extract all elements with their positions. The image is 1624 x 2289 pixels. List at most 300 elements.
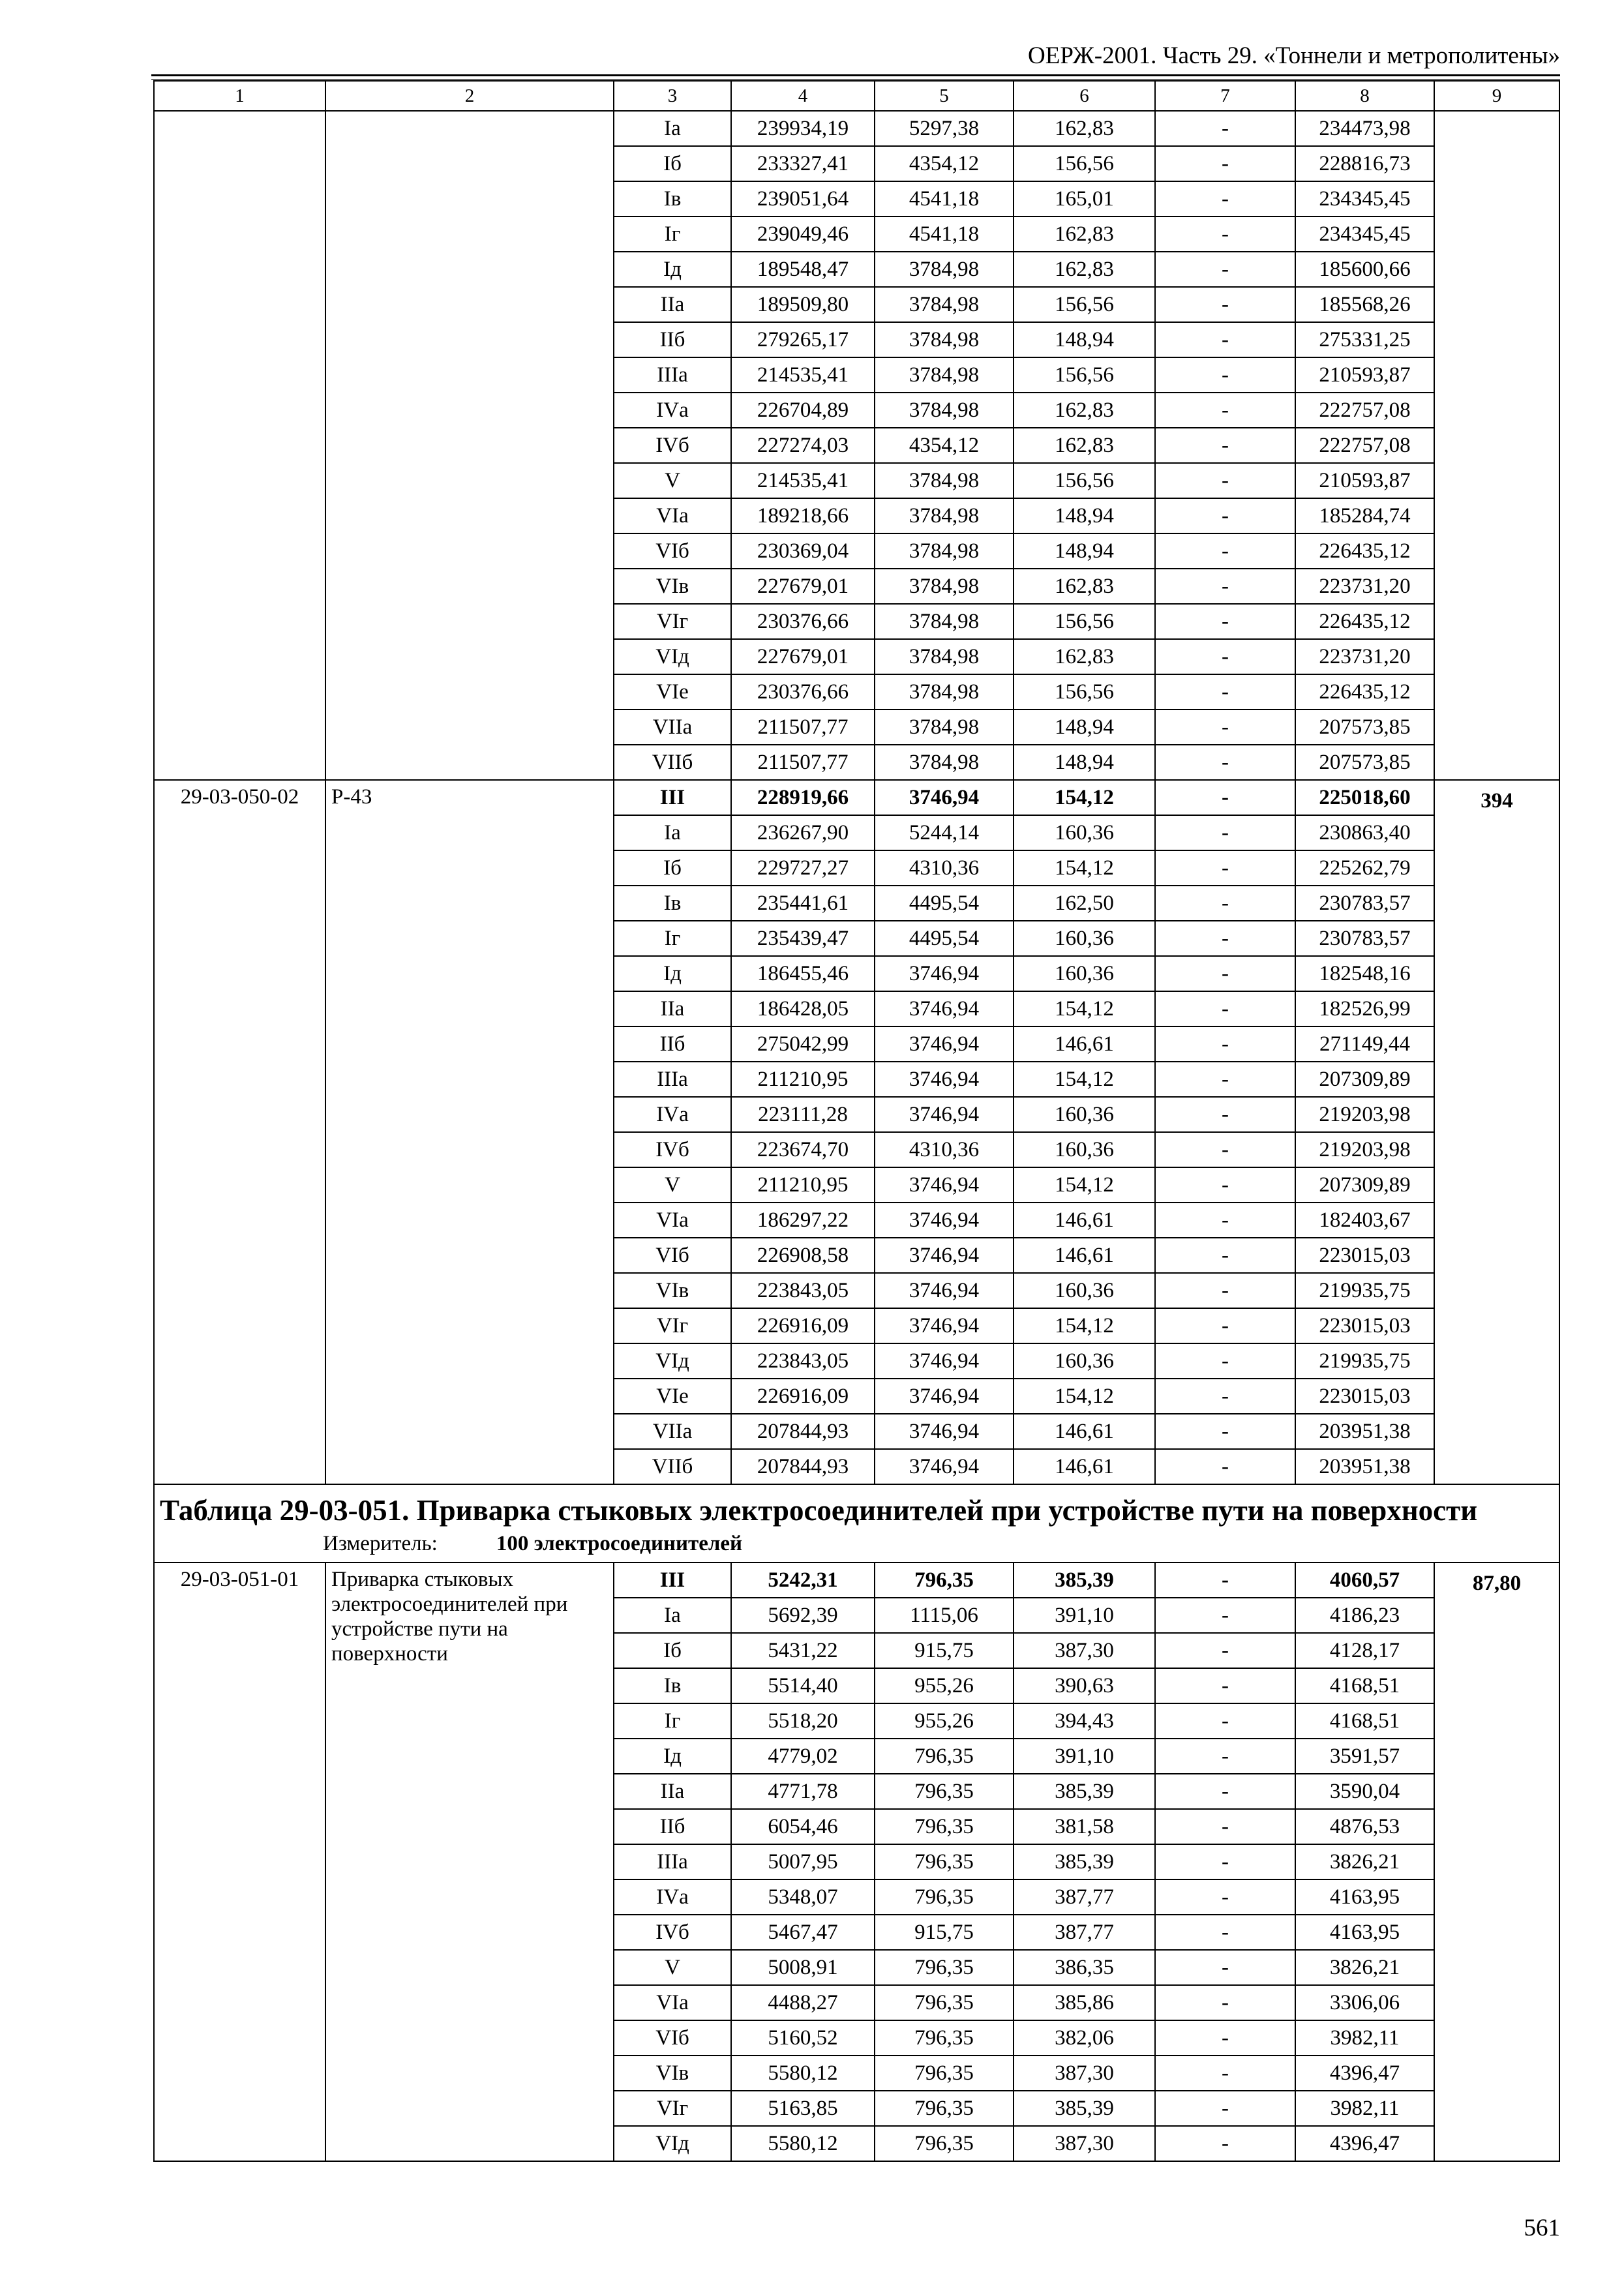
item-name [325, 111, 614, 780]
total-cost: 223843,05 [731, 1273, 875, 1308]
machine-cost: 154,12 [1014, 1308, 1155, 1343]
materials: 219203,98 [1295, 1132, 1434, 1167]
material-extra: - [1155, 1844, 1295, 1879]
machine-cost: 387,77 [1014, 1915, 1155, 1950]
measure-value: 100 электросоединителей [496, 1532, 743, 1555]
material-extra: - [1155, 1703, 1295, 1739]
zone-code: V [614, 463, 731, 498]
zone-code: VIб [614, 1238, 731, 1273]
machine-cost: 160,36 [1014, 1343, 1155, 1379]
wages: 3784,98 [875, 322, 1014, 357]
machine-cost: 162,83 [1014, 393, 1155, 428]
wages: 796,35 [875, 1563, 1014, 1598]
total-cost: 214535,41 [731, 357, 875, 393]
material-extra: - [1155, 886, 1295, 921]
page-number: 561 [1524, 2215, 1560, 2241]
labor-cost [1434, 111, 1559, 780]
zone-code: VIе [614, 1379, 731, 1414]
materials: 228816,73 [1295, 146, 1434, 181]
zone-code: Iб [614, 1633, 731, 1668]
total-cost: 228919,66 [731, 780, 875, 815]
wages: 3746,94 [875, 1167, 1014, 1203]
material-extra: - [1155, 1774, 1295, 1809]
wages: 955,26 [875, 1703, 1014, 1739]
column-number: 5 [875, 81, 1014, 111]
total-cost: 214535,41 [731, 463, 875, 498]
machine-cost: 390,63 [1014, 1668, 1155, 1703]
wages: 915,75 [875, 1633, 1014, 1668]
materials: 3306,06 [1295, 1985, 1434, 2020]
running-header: ОЕРЖ-2001. Часть 29. «Тоннели и метрополитены» [1028, 42, 1560, 69]
total-cost: 227679,01 [731, 569, 875, 604]
materials: 182548,16 [1295, 956, 1434, 991]
total-cost: 5431,22 [731, 1633, 875, 1668]
material-extra: - [1155, 111, 1295, 146]
zone-code: Iг [614, 217, 731, 252]
materials: 3826,21 [1295, 1844, 1434, 1879]
material-extra: - [1155, 1273, 1295, 1308]
material-extra: - [1155, 1238, 1295, 1273]
column-number: 8 [1295, 81, 1434, 111]
wages: 4541,18 [875, 217, 1014, 252]
materials: 185600,66 [1295, 252, 1434, 287]
machine-cost: 154,12 [1014, 1167, 1155, 1203]
material-extra: - [1155, 1563, 1295, 1598]
wages: 5244,14 [875, 815, 1014, 850]
wages: 3784,98 [875, 498, 1014, 533]
wages: 4310,36 [875, 850, 1014, 886]
machine-cost: 391,10 [1014, 1598, 1155, 1633]
zone-code: VIIб [614, 1449, 731, 1484]
zone-code: Iд [614, 956, 731, 991]
wages: 3784,98 [875, 745, 1014, 780]
total-cost: 5467,47 [731, 1915, 875, 1950]
material-extra: - [1155, 815, 1295, 850]
total-cost: 233327,41 [731, 146, 875, 181]
zone-code: Iг [614, 1703, 731, 1739]
machine-cost: 162,83 [1014, 639, 1155, 674]
materials: 223015,03 [1295, 1238, 1434, 1273]
total-cost: 226704,89 [731, 393, 875, 428]
zone-code: VIд [614, 2126, 731, 2161]
zone-code: Iв [614, 886, 731, 921]
machine-cost: 154,12 [1014, 991, 1155, 1026]
zone-code: Iд [614, 1739, 731, 1774]
materials: 3982,11 [1295, 2091, 1434, 2126]
materials: 4163,95 [1295, 1915, 1434, 1950]
material-extra: - [1155, 710, 1295, 745]
total-cost: 239934,19 [731, 111, 875, 146]
wages: 796,35 [875, 1844, 1014, 1879]
total-cost: 5580,12 [731, 2126, 875, 2161]
zone-code: IVа [614, 1879, 731, 1915]
materials: 3826,21 [1295, 1950, 1434, 1985]
total-cost: 207844,93 [731, 1449, 875, 1484]
material-extra: - [1155, 745, 1295, 780]
column-number: 6 [1014, 81, 1155, 111]
wages: 796,35 [875, 2020, 1014, 2056]
header-rule-thin [151, 79, 1560, 80]
materials: 3591,57 [1295, 1739, 1434, 1774]
materials: 182403,67 [1295, 1203, 1434, 1238]
machine-cost: 386,35 [1014, 1950, 1155, 1985]
machine-cost: 156,56 [1014, 287, 1155, 322]
zone-code: IVа [614, 393, 731, 428]
total-cost: 207844,93 [731, 1414, 875, 1449]
materials: 222757,08 [1295, 393, 1434, 428]
machine-cost: 385,39 [1014, 1774, 1155, 1809]
material-extra: - [1155, 287, 1295, 322]
machine-cost: 148,94 [1014, 533, 1155, 569]
wages: 796,35 [875, 2091, 1014, 2126]
total-cost: 226916,09 [731, 1379, 875, 1414]
material-extra: - [1155, 674, 1295, 710]
table-row [154, 780, 1559, 815]
wages: 3784,98 [875, 463, 1014, 498]
wages: 955,26 [875, 1668, 1014, 1703]
material-extra: - [1155, 498, 1295, 533]
wages: 4495,54 [875, 886, 1014, 921]
machine-cost: 162,50 [1014, 886, 1155, 921]
total-cost: 239049,46 [731, 217, 875, 252]
labor-cost: 394 [1434, 780, 1559, 1484]
wages: 3784,98 [875, 710, 1014, 745]
zone-code: Iв [614, 1668, 731, 1703]
zone-code: IVб [614, 428, 731, 463]
total-cost: 239051,64 [731, 181, 875, 217]
wages: 1115,06 [875, 1598, 1014, 1633]
material-extra: - [1155, 569, 1295, 604]
zone-code: V [614, 1950, 731, 1985]
wages: 3746,94 [875, 1097, 1014, 1132]
material-extra: - [1155, 1915, 1295, 1950]
price-table [153, 80, 1560, 2162]
materials: 4128,17 [1295, 1633, 1434, 1668]
materials: 234345,45 [1295, 217, 1434, 252]
zone-code: VIд [614, 1343, 731, 1379]
materials: 207573,85 [1295, 745, 1434, 780]
materials: 219203,98 [1295, 1097, 1434, 1132]
machine-cost: 385,39 [1014, 1844, 1155, 1879]
machine-cost: 387,77 [1014, 1879, 1155, 1915]
total-cost: 211210,95 [731, 1062, 875, 1097]
wages: 3746,94 [875, 991, 1014, 1026]
machine-cost: 146,61 [1014, 1414, 1155, 1449]
table-row [154, 111, 1559, 146]
material-extra: - [1155, 956, 1295, 991]
total-cost: 230369,04 [731, 533, 875, 569]
wages: 5297,38 [875, 111, 1014, 146]
wages: 3746,94 [875, 1343, 1014, 1379]
column-number: 3 [614, 81, 731, 111]
machine-cost: 156,56 [1014, 146, 1155, 181]
wages: 3784,98 [875, 604, 1014, 639]
machine-cost: 160,36 [1014, 1273, 1155, 1308]
zone-code: IIб [614, 1026, 731, 1062]
materials: 207573,85 [1295, 710, 1434, 745]
total-cost: 226908,58 [731, 1238, 875, 1273]
zone-code: IIIа [614, 357, 731, 393]
material-extra: - [1155, 2056, 1295, 2091]
material-extra: - [1155, 1414, 1295, 1449]
material-extra: - [1155, 217, 1295, 252]
zone-code: VIг [614, 1308, 731, 1343]
materials: 234345,45 [1295, 181, 1434, 217]
total-cost: 235441,61 [731, 886, 875, 921]
item-code [154, 111, 325, 780]
material-extra: - [1155, 2020, 1295, 2056]
machine-cost: 162,83 [1014, 217, 1155, 252]
total-cost: 5007,95 [731, 1844, 875, 1879]
material-extra: - [1155, 428, 1295, 463]
machine-cost: 154,12 [1014, 850, 1155, 886]
materials: 223731,20 [1295, 569, 1434, 604]
material-extra: - [1155, 921, 1295, 956]
machine-cost: 156,56 [1014, 357, 1155, 393]
wages: 796,35 [875, 1809, 1014, 1844]
column-number: 7 [1155, 81, 1295, 111]
material-extra: - [1155, 1343, 1295, 1379]
materials: 225262,79 [1295, 850, 1434, 886]
zone-code: Iа [614, 815, 731, 850]
materials: 4163,95 [1295, 1879, 1434, 1915]
column-number: 1 [154, 81, 325, 111]
machine-cost: 165,01 [1014, 181, 1155, 217]
total-cost: 230376,66 [731, 604, 875, 639]
total-cost: 189218,66 [731, 498, 875, 533]
total-cost: 5160,52 [731, 2020, 875, 2056]
wages: 3784,98 [875, 533, 1014, 569]
machine-cost: 391,10 [1014, 1739, 1155, 1774]
materials: 4396,47 [1295, 2126, 1434, 2161]
material-extra: - [1155, 1668, 1295, 1703]
zone-code: Iд [614, 252, 731, 287]
total-cost: 235439,47 [731, 921, 875, 956]
zone-code: VIг [614, 604, 731, 639]
wages: 3746,94 [875, 1308, 1014, 1343]
materials: 4168,51 [1295, 1703, 1434, 1739]
wages: 3784,98 [875, 674, 1014, 710]
materials: 271149,44 [1295, 1026, 1434, 1062]
machine-cost: 160,36 [1014, 921, 1155, 956]
item-code: 29-03-051-01 [154, 1563, 325, 2161]
column-number: 9 [1434, 81, 1559, 111]
wages: 3746,94 [875, 1449, 1014, 1484]
machine-cost: 154,12 [1014, 780, 1155, 815]
machine-cost: 148,94 [1014, 745, 1155, 780]
machine-cost: 160,36 [1014, 1132, 1155, 1167]
material-extra: - [1155, 1379, 1295, 1414]
machine-cost: 385,39 [1014, 1563, 1155, 1598]
total-cost: 5163,85 [731, 2091, 875, 2126]
zone-code: IVб [614, 1132, 731, 1167]
wages: 4354,12 [875, 428, 1014, 463]
wages: 3746,94 [875, 1238, 1014, 1273]
materials: 275331,25 [1295, 322, 1434, 357]
column-number: 2 [325, 81, 614, 111]
machine-cost: 148,94 [1014, 322, 1155, 357]
wages: 3784,98 [875, 357, 1014, 393]
zone-code: IIIа [614, 1844, 731, 1879]
zone-code: Iа [614, 1598, 731, 1633]
machine-cost: 156,56 [1014, 463, 1155, 498]
material-extra: - [1155, 1449, 1295, 1484]
table-caption-row [154, 1484, 1559, 1563]
zone-code: VIIа [614, 710, 731, 745]
materials: 4876,53 [1295, 1809, 1434, 1844]
material-extra: - [1155, 146, 1295, 181]
zone-code: Iг [614, 921, 731, 956]
materials: 210593,87 [1295, 357, 1434, 393]
total-cost: 223843,05 [731, 1343, 875, 1379]
zone-code: IIа [614, 287, 731, 322]
wages: 796,35 [875, 1879, 1014, 1915]
materials: 3590,04 [1295, 1774, 1434, 1809]
zone-code: IVа [614, 1097, 731, 1132]
machine-cost: 382,06 [1014, 2020, 1155, 2056]
wages: 3746,94 [875, 780, 1014, 815]
machine-cost: 162,83 [1014, 111, 1155, 146]
measure-unit [160, 1529, 1554, 1558]
zone-code: Iб [614, 146, 731, 181]
wages: 3746,94 [875, 1026, 1014, 1062]
total-cost: 226916,09 [731, 1308, 875, 1343]
total-cost: 211210,95 [731, 1167, 875, 1203]
wages: 3746,94 [875, 1414, 1014, 1449]
zone-code: IVб [614, 1915, 731, 1950]
machine-cost: 148,94 [1014, 710, 1155, 745]
materials: 4396,47 [1295, 2056, 1434, 2091]
wages: 796,35 [875, 2056, 1014, 2091]
wages: 796,35 [875, 1774, 1014, 1809]
zone-code: III [614, 1563, 731, 1598]
zone-code: VIв [614, 2056, 731, 2091]
materials: 225018,60 [1295, 780, 1434, 815]
machine-cost: 154,12 [1014, 1379, 1155, 1414]
machine-cost: 156,56 [1014, 674, 1155, 710]
wages: 796,35 [875, 2126, 1014, 2161]
wages: 4310,36 [875, 1132, 1014, 1167]
zone-code: VIв [614, 569, 731, 604]
zone-code: VIд [614, 639, 731, 674]
wages: 4495,54 [875, 921, 1014, 956]
total-cost: 5580,12 [731, 2056, 875, 2091]
machine-cost: 154,12 [1014, 1062, 1155, 1097]
zone-code: VIб [614, 2020, 731, 2056]
wages: 3746,94 [875, 1273, 1014, 1308]
machine-cost: 394,43 [1014, 1703, 1155, 1739]
zone-code: VIе [614, 674, 731, 710]
materials: 222757,08 [1295, 428, 1434, 463]
table-row [154, 1563, 1559, 1598]
wages: 796,35 [875, 1950, 1014, 1985]
materials: 185284,74 [1295, 498, 1434, 533]
machine-cost: 162,83 [1014, 569, 1155, 604]
machine-cost: 385,86 [1014, 1985, 1155, 2020]
total-cost: 227274,03 [731, 428, 875, 463]
material-extra: - [1155, 1809, 1295, 1844]
material-extra: - [1155, 1879, 1295, 1915]
zone-code: IIб [614, 322, 731, 357]
material-extra: - [1155, 181, 1295, 217]
material-extra: - [1155, 1026, 1295, 1062]
zone-code: VIб [614, 533, 731, 569]
machine-cost: 160,36 [1014, 956, 1155, 991]
machine-cost: 146,61 [1014, 1238, 1155, 1273]
labor-cost: 87,80 [1434, 1563, 1559, 2161]
material-extra: - [1155, 1132, 1295, 1167]
total-cost: 211507,77 [731, 710, 875, 745]
material-extra: - [1155, 322, 1295, 357]
material-extra: - [1155, 1598, 1295, 1633]
machine-cost: 146,61 [1014, 1026, 1155, 1062]
total-cost: 230376,66 [731, 674, 875, 710]
zone-code: VIг [614, 2091, 731, 2126]
total-cost: 5242,31 [731, 1563, 875, 1598]
zone-code: IIIа [614, 1062, 731, 1097]
total-cost: 189509,80 [731, 287, 875, 322]
machine-cost: 162,83 [1014, 428, 1155, 463]
total-cost: 211507,77 [731, 745, 875, 780]
wages: 3784,98 [875, 639, 1014, 674]
wages: 3784,98 [875, 393, 1014, 428]
material-extra: - [1155, 1985, 1295, 2020]
machine-cost: 387,30 [1014, 1633, 1155, 1668]
machine-cost: 146,61 [1014, 1203, 1155, 1238]
machine-cost: 146,61 [1014, 1449, 1155, 1484]
total-cost: 189548,47 [731, 252, 875, 287]
total-cost: 5008,91 [731, 1950, 875, 1985]
machine-cost: 387,30 [1014, 2056, 1155, 2091]
machine-cost: 148,94 [1014, 498, 1155, 533]
material-extra: - [1155, 2126, 1295, 2161]
materials: 207309,89 [1295, 1167, 1434, 1203]
total-cost: 5348,07 [731, 1879, 875, 1915]
zone-code: Iб [614, 850, 731, 886]
total-cost: 186428,05 [731, 991, 875, 1026]
table-body [154, 81, 1559, 2161]
wages: 796,35 [875, 1985, 1014, 2020]
header-rule [151, 74, 1560, 76]
material-extra: - [1155, 1062, 1295, 1097]
materials: 4186,23 [1295, 1598, 1434, 1633]
material-extra: - [1155, 780, 1295, 815]
total-cost: 236267,90 [731, 815, 875, 850]
total-cost: 4771,78 [731, 1774, 875, 1809]
wages: 3784,98 [875, 252, 1014, 287]
zone-code: V [614, 1167, 731, 1203]
materials: 203951,38 [1295, 1449, 1434, 1484]
material-extra: - [1155, 604, 1295, 639]
total-cost: 4488,27 [731, 1985, 875, 2020]
total-cost: 186297,22 [731, 1203, 875, 1238]
wages: 4354,12 [875, 146, 1014, 181]
item-code: 29-03-050-02 [154, 780, 325, 1484]
total-cost: 279265,17 [731, 322, 875, 357]
table-title: Таблица 29-03-051. Приварка стыковых электросоединителей при устройстве пути на поверхности [160, 1494, 1478, 1527]
material-extra: - [1155, 1167, 1295, 1203]
item-name: Приварка стыковых электросоединителей при устройстве пути на поверхности [325, 1563, 614, 2161]
zone-code: VIв [614, 1273, 731, 1308]
materials: 230783,57 [1295, 886, 1434, 921]
material-extra: - [1155, 639, 1295, 674]
zone-code: VIа [614, 1203, 731, 1238]
total-cost: 186455,46 [731, 956, 875, 991]
materials: 230783,57 [1295, 921, 1434, 956]
wages: 3746,94 [875, 1379, 1014, 1414]
material-extra: - [1155, 1203, 1295, 1238]
wages: 3746,94 [875, 1203, 1014, 1238]
